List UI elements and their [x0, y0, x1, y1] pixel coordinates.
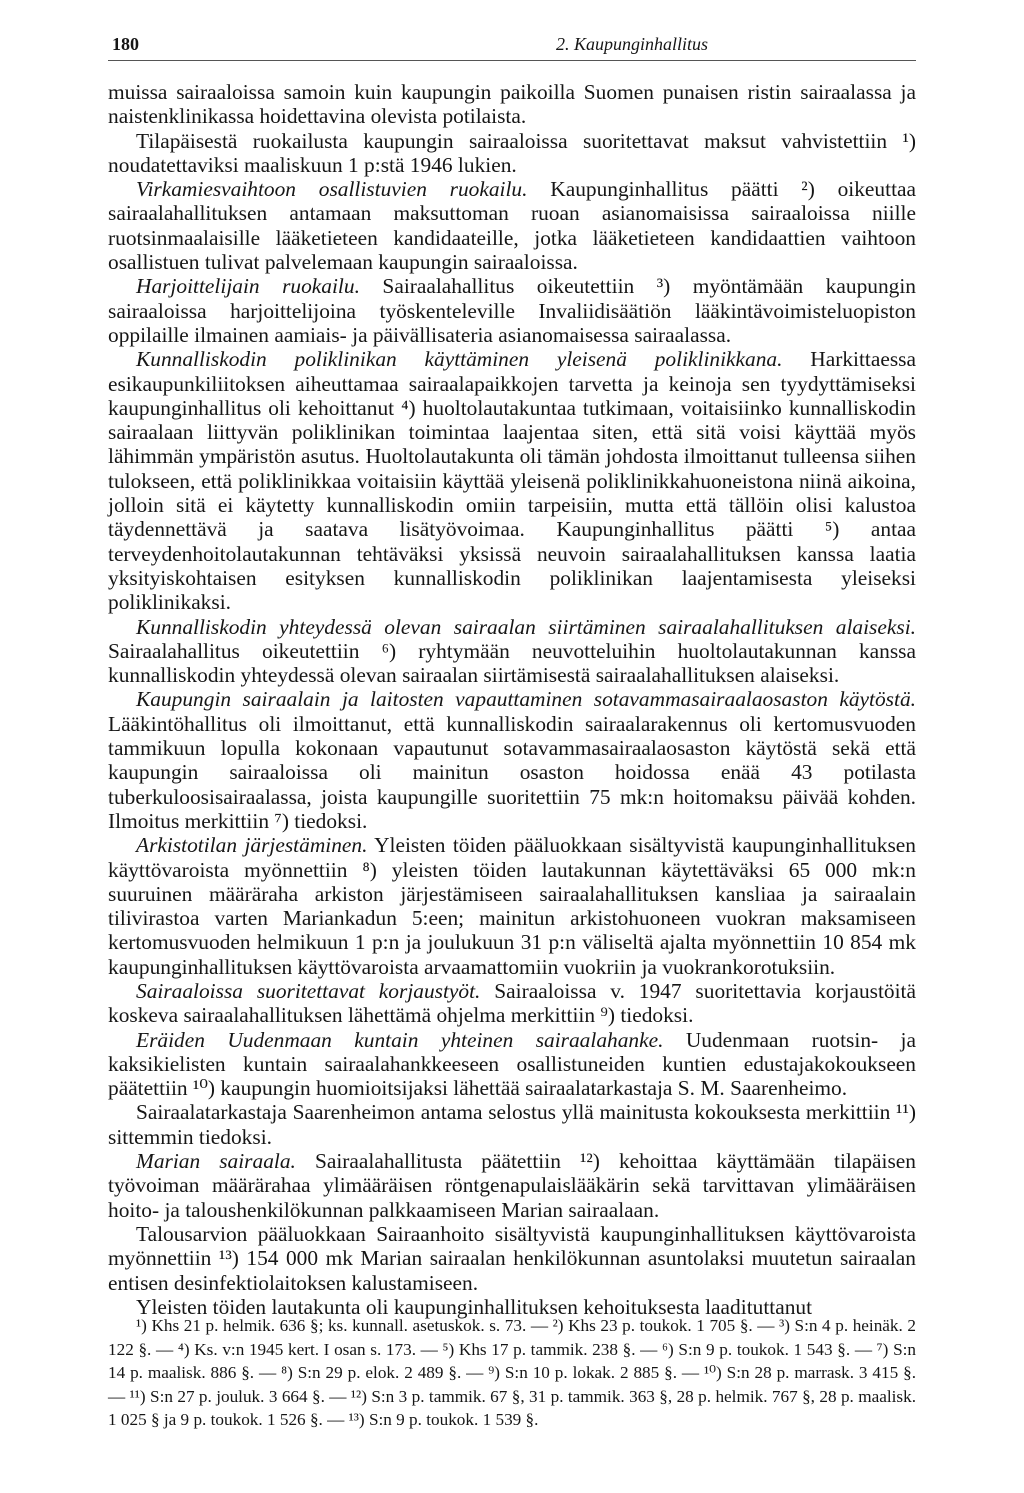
paragraph-text: Uudenmaan ruotsin- ja kaksikielisten kuntain sairaalahankkeeseen osallistuneiden kuntien edustajakokoukseen päätettiin ¹⁰) kaupungin huomioitsijaksi lähettää sairaalatarkastaja S. M. Saarenheimo. [108, 1027, 916, 1101]
paragraph [108, 347, 916, 614]
paragraph [108, 177, 916, 274]
paragraph-text: Yleisten töiden pääluokkaan sisältyvistä kaupunginhallituksen käyttövaroista myönnettiin ⁸) yleisten töiden lautakunnan käytettäväksi 65 000 mk:n suuruinen määräraha arkiston järjestämiseen sairaalahallituksen kansliaa ja sairaalain tilivirastoa varten Mariankadun 5:een; mainitun arkistohuoneen vuokran maksamiseen kertomusvuoden helmikuun 1 p:n ja joulukuun 31 p:n väliseltä ajalta myönnettiin 10 854 mk kaupunginhallituksen käyttövaroista arvaamattomiin vuokriin ja vuokrankorotuksiin. [108, 833, 916, 979]
footnote-text: ¹) Khs 21 p. helmik. 636 §; ks. kunnall. asetuskok. s. 73. — ²) Khs 23 p. toukok. 1 705 §. — ³) S:n 4 p. heinäk. 2 122 §. — ⁴) Ks. v:n 1945 kert. I osan s. 173. — ⁵) Khs 17 p. tammik. 238 §. — ⁶) S:n 9 p. toukok. 1 543 §. — ⁷) S:n 14 p. maalisk. 886 §. — ⁸) S:n 29 p. elok. 2 489 §. — ⁹) S:n 10 p. lokak. 2 885 §. — ¹⁰) S:n 28 p. marrask. 3 415 §. — ¹¹) S:n 27 p. jouluk. 3 664 §. — ¹²) S:n 3 p. tammik. 67 §, 31 p. tammik. 363 §, 28 p. helmik. 767 §, 28 p. maalisk. 1 025 § ja 9 p. toukok. 1 526 §. — ¹³) S:n 9 p. toukok. 1 539 §. [108, 1316, 916, 1429]
page-number: 180 [112, 34, 139, 54]
section-heading: Harjoittelijain ruokailu. [136, 274, 360, 299]
section-heading: Marian sairaala. [136, 1149, 296, 1174]
paragraph [108, 274, 916, 347]
paragraph-text: Harkittaessa esikaupunkiliitoksen aiheuttamaa sairaalapaikkojen tarvetta ja keinoja sen tyydyttämiseksi kaupunginhallitus oli kehoittanut ⁴) huoltolautakuntaa tutkimaan, voitaisiinko kunnalliskodin sairaalaan liittyvän poliklinikan toimintaa laajentaa siten, että sitä voisi käyttää myös lähimmän ympäristön asutus. Huoltolautakunta oli tämän johdosta ilmoittanut tulleensa siihen tulokseen, että poliklinikkaa voitaisiin käyttää yleisenä poliklinikkahuoneistona niinä aikoina, jolloin sitä ei käytetty kunnalliskodin omiin tarpeisiin, mutta että tällöin olisi kalustoa täydennettävä ja saatava lisätyövoimaa. Kaupunginhallitus päätti ⁵) antaa terveydenhoitolautakunnan tehtäväksi yksissä neuvoin sairaalahallituksen kanssa laatia yksityiskohtaisen esityksen kunnalliskodin poliklinikan laajentamisesta yleiseksi poliklinikaksi. [108, 347, 916, 615]
paragraph-text: Yleisten töiden lautakunta oli kaupunginhallituksen kehoituksesta laadituttanut [136, 1294, 813, 1319]
paragraph-text: Sairaalatarkastaja Saarenheimon antama selostus yllä mainitusta kokouksesta merkittiin ¹¹) sittemmin tiedoksi. [108, 1100, 916, 1149]
section-heading: Eräiden Uudenmaan kuntain yhteinen sairaalahanke. [136, 1027, 664, 1052]
section-heading: Sairaaloissa suoritettavat korjaustyöt. [136, 978, 481, 1003]
paragraph-text: Kaupunginhallitus päätti ²) oikeuttaa sairaalahallituksen antamaan maksuttoman ruoan asianomaisissa sairaaloissa niille ruotsinmaalaisille lääketieteen kandidaateille, jotka lääketieteen kandidaattien vaihtoon osallistuen tulivat palvelemaan kaupungin sairaaloissa. [108, 177, 916, 275]
section-heading: Kunnalliskodin poliklinikan käyttäminen yleisenä poliklinikkana. [136, 347, 783, 372]
paragraph [108, 833, 916, 979]
footnotes [108, 1314, 916, 1432]
paragraph [108, 1222, 916, 1295]
paragraph-text: Tilapäisestä ruokailusta kaupungin sairaaloissa suoritettavat maksut vahvistettiin ¹) noudatettaviksi maaliskuun 1 p:stä 1946 lukien. [108, 128, 916, 177]
paragraph [108, 979, 916, 1028]
section-heading: Arkistotilan järjestäminen. [136, 833, 368, 858]
paragraph [108, 1149, 916, 1222]
paragraph-text: Sairaalahallitus oikeutettiin ⁶) ryhtymään neuvotteluihin huoltolautakunnan kanssa kunnalliskodin yhteydessä olevan sairaalan siirtämisestä sairaalahallituksen alaiseksi. [108, 638, 916, 688]
paragraph-text: muissa sairaaloissa samoin kuin kaupungin paikoilla Suomen punaisen ristin sairaalassa ja naistenklinikassa hoidettavina olevista potilaista. [108, 80, 916, 129]
paragraph-text: Sairaalahallitusta päätettiin ¹²) kehoittaa käyttämään tilapäisen työvoiman määrärahaa ylimääräisen röntgenapulaislääkärin sekä tarvittavan ylimääräisen hoito- ja taloushenkilökunnan palkkaamiseen Marian sairaalaan. [108, 1149, 916, 1222]
paragraph [108, 1028, 916, 1101]
paragraph [108, 687, 916, 833]
section-heading: Kunnalliskodin yhteydessä olevan sairaalan siirtäminen sairaalahallituksen alaiseksi. [136, 614, 916, 639]
paragraph-text: Lääkintöhallitus oli ilmoittanut, että kunnalliskodin sairaalarakennus oli kertomusvuoden tammikuun lopulla kokonaan vapautunut sotavammasairaalaosaston käytöstä sekä että kaupungin sairaaloissa oli mainitun osaston hoidossa enää 43 potilasta tuberkuloosisairaalassa, joista kaupungille suoritettiin 75 mk:n hoitomaksu päivää kohden. Ilmoitus merkittiin ⁷) tiedoksi. [108, 711, 916, 833]
body-text [108, 80, 916, 1319]
running-header [108, 30, 916, 61]
paragraph [108, 615, 916, 688]
paragraph-text: Sairaaloissa v. 1947 suoritettavia korjaustöitä koskeva sairaalahallituksen lähettämä ohjelma merkittiin ⁹) tiedoksi. [108, 978, 916, 1028]
section-heading: Kaupungin sairaalain ja laitosten vapauttaminen sotavammasairaalaosaston käytöstä. [136, 687, 916, 712]
section-heading: Virkamiesvaihtoon osallistuvien ruokailu. [136, 177, 528, 202]
running-title: 2. Kaupunginhallitus [556, 34, 709, 54]
paragraph [108, 129, 916, 178]
paragraph-text: Talousarvion pääluokkaan Sairaanhoito sisältyvistä kaupunginhallituksen käyttövaroista myönnettiin ¹³) 154 000 mk Marian sairaalan henkilökunnan asuntolaksi muutetun sairaalan entisen desinfektiolaitoksen kalustamiseen. [108, 1221, 916, 1295]
paragraph-text: Sairaalahallitus oikeutettiin ³) myöntämään kaupungin sairaaloissa harjoittelijoina työskenteleville Invaliidisäätiön lääkintävoimisteluopiston oppilaille ilmainen aamiais- ja päivällisateria asianomaisessa sairaalassa. [108, 274, 916, 347]
paragraph [108, 80, 916, 129]
paragraph [108, 1100, 916, 1149]
